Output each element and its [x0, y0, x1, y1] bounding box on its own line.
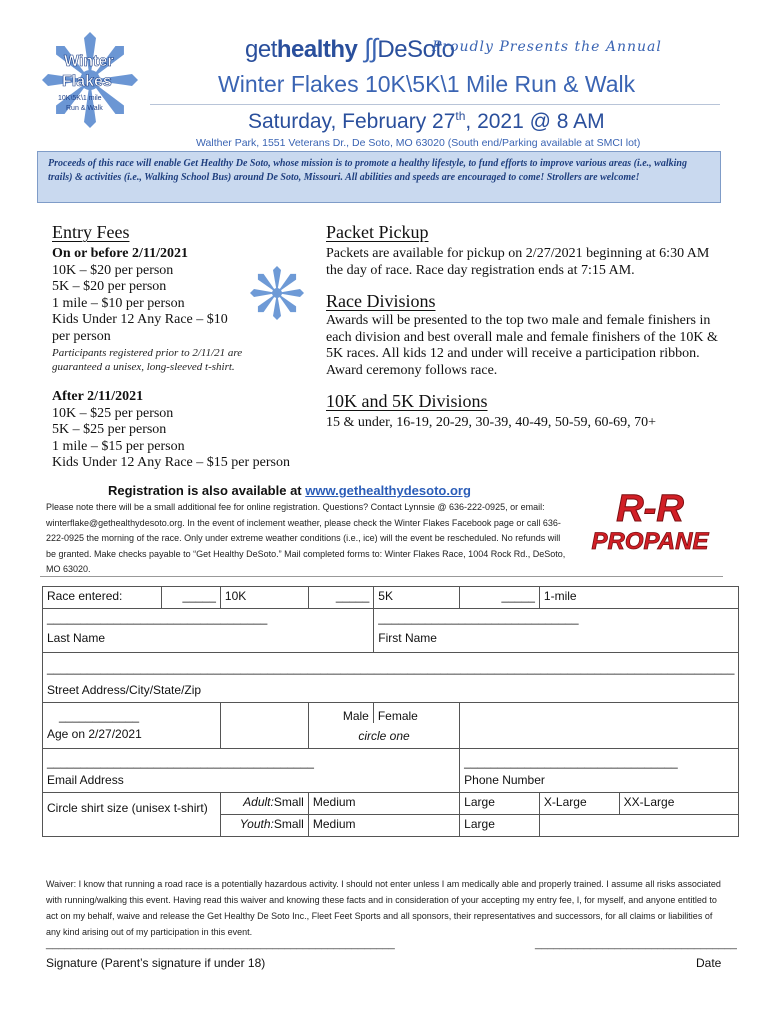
event-title: Winter Flakes 10K\5K\1 Mile Run & Walk: [218, 71, 636, 97]
logo-word-2: Flakes: [62, 73, 112, 90]
shirt-note-2: guaranteed a unisex, long-sleeved t-shirt.: [52, 361, 235, 373]
sponsor-propane: PROPANE: [591, 528, 709, 555]
registration-form: [42, 586, 739, 837]
age-field[interactable]: [43, 703, 221, 749]
race-1mile-blank[interactable]: _____: [460, 587, 540, 609]
before-fee-5: per person: [52, 328, 111, 344]
last-name-line: _________________________________: [47, 611, 268, 625]
after-fee-4: Kids Under 12 Any Race – $15 per person: [52, 455, 290, 470]
email-field[interactable]: [43, 749, 460, 793]
after-deadline-section: [52, 389, 322, 472]
registration-heading: Registration is also available at www.gethealthydesoto.org: [108, 483, 471, 498]
email-line: ________________________________________: [47, 755, 314, 769]
mission-statement: Proceeds of this race will enable Get Healthy De Soto, whose mission is to promote a healthy lifestyle, to fund efforts to improve various areas (i.e., walking trails) & activities (i.e., Walking School Bus) around De Soto, Missouri. All abilities and speeds are encouraged to come! Strollers are welcome!: [37, 151, 721, 203]
date-label: Date: [696, 956, 722, 970]
race-divisions-section: [326, 291, 726, 379]
adult-label: Adult:: [243, 795, 274, 809]
packet-pickup-text: Packets are available for pickup on 2/27/2021 beginning at 6:30 AM the day of race. Race day registration ends at 7:15 AM.: [326, 246, 710, 278]
after-fee-2: 5K – $25 per person: [52, 422, 167, 437]
adult-large[interactable]: Large: [460, 793, 540, 815]
logo-word-1: Winter: [64, 53, 114, 70]
snowflake-icon: [250, 266, 304, 320]
before-deadline-label: On or before 2/11/2021: [52, 246, 188, 261]
age-divisions-text: 15 & under, 16-19, 20-29, 30-39, 40-49, 50-59, 60-69, 70+: [326, 415, 657, 430]
adult-xlarge[interactable]: X-Large: [539, 793, 619, 815]
shirt-note-1: Participants registered prior to 2/11/21 are: [52, 347, 243, 359]
race-entered-label: Race entered:: [43, 587, 162, 609]
entry-fees-heading: Entry Fees: [52, 222, 130, 242]
youth-blank: [539, 815, 738, 837]
packet-pickup-heading: Packet Pickup: [326, 222, 429, 242]
sponsor-rr: R-R: [616, 488, 684, 530]
divider: [150, 104, 720, 105]
youth-small[interactable]: Small: [273, 817, 304, 831]
registration-link[interactable]: www.gethealthydesoto.org: [305, 483, 471, 498]
blank-cell-right: [460, 703, 739, 749]
last-name-field[interactable]: [43, 609, 374, 653]
age-divisions-section: [326, 391, 726, 432]
phone-line: ________________________________: [464, 755, 678, 769]
race-divisions-text: Awards will be presented to the top two male and female finishers in each division and best overall male and female finishers of the 10K & 5K races. All kids 12 and under will receive a participation ribbon. Award ceremony follows race.: [326, 313, 718, 378]
before-fee-3: 1 mile – $10 per person: [52, 295, 185, 311]
age-divisions-heading: 10K and 5K Divisions: [326, 391, 488, 411]
after-fee-3: 1 mile – $15 per person: [52, 438, 185, 454]
street-address-line: _______________________________________________________________________________________________________: [47, 661, 735, 675]
youth-medium[interactable]: Medium: [308, 815, 459, 837]
shirt-size-label: Circle shirt size (unisex t-shirt): [43, 793, 221, 837]
race-10k-label: 10K: [220, 587, 308, 609]
adult-size-row: [220, 793, 308, 815]
race-10k-blank[interactable]: _____: [161, 587, 220, 609]
registration-details: Please note there will be a small additional fee for online registration. Questions? Contact Lynnsie @ 636-222-0925, or email: winterflake@gethealthydesoto.org. In the event of inclement weather, please check the Winter Flakes Facebook page or call 636-222-0925 the morning of the race. Only under extreme weather conditions (i.e., ice) will the event be rescheduled. No refunds will be granted. Make checks payable to “Get Healthy DeSoto.” Mail completed forms to: Winter Flakes Race, 1004 Rock Rd., DeSoto, MO 63020.: [46, 502, 566, 574]
after-deadline-label: After 2/11/2021: [52, 389, 144, 404]
youth-label: Youth:: [239, 817, 274, 831]
gender-field[interactable]: [308, 703, 459, 749]
first-name-field[interactable]: [374, 609, 739, 653]
circle-one-hint: circle one: [358, 729, 410, 743]
street-address-label: Street Address/City/State/Zip: [47, 683, 202, 697]
street-address-field[interactable]: [43, 653, 739, 703]
first-name-line: ______________________________: [378, 611, 579, 625]
signature-line[interactable]: _________________________________________________________: [46, 938, 395, 950]
rr-propane-logo: [575, 487, 725, 555]
logo-subtitle-1: 10K\5K\1 mile: [58, 95, 102, 102]
tagline: Proudly Presents the Annual: [432, 39, 662, 55]
blank-cell: [220, 703, 308, 749]
after-fee-1: 10K – $25 per person: [52, 405, 174, 421]
before-fee-4: Kids Under 12 Any Race – $10: [52, 312, 228, 327]
adult-medium[interactable]: Medium: [308, 793, 459, 815]
waiver-text: Waiver: I know that running a road race is a potentially hazardous activity. I should not enter unless I am medically able and properly trained. I assume all risks associated with running/walking this event. Having read this waiver and knowing these facts and in consideration of your accepting my entry fee, I, for myself, and anyone entitled to act on my behalf, waive and release the Get Healthy De Soto Inc., Fleet Feet Sports and all sponsors, their representatives and successors, for all claims or liabilities of any kind arising out of my participation in this event.: [46, 879, 721, 937]
youth-size-row: [220, 815, 308, 837]
first-name-label: First Name: [378, 631, 437, 645]
phone-field[interactable]: [460, 749, 739, 793]
race-5k-blank[interactable]: _____: [308, 587, 373, 609]
race-5k-label: 5K: [374, 587, 460, 609]
winter-flakes-logo: [40, 30, 140, 130]
email-label: Email Address: [47, 773, 124, 787]
age-line: ____________: [59, 709, 140, 723]
gender-female[interactable]: Female: [373, 703, 422, 723]
form-divider: [40, 576, 723, 577]
race-1mile-label: 1-mile: [539, 587, 738, 609]
adult-small[interactable]: Small: [273, 795, 304, 809]
logo-subtitle-2: Run & Walk: [66, 105, 103, 112]
race-divisions-heading: Race Divisions: [326, 291, 436, 311]
date-line[interactable]: _________________________________: [535, 938, 737, 950]
event-venue: Walther Park, 1551 Veterans Dr., De Soto, MO 63020 (South end/Parking available at SMCI lot): [196, 137, 641, 149]
phone-label: Phone Number: [464, 773, 545, 787]
before-fee-2: 5K – $20 per person: [52, 279, 167, 294]
gethealthy-desoto-brand: gethealthy ∫∫DeSoto: [245, 33, 455, 63]
packet-pickup-section: [326, 222, 726, 279]
last-name-label: Last Name: [47, 631, 106, 645]
before-fee-1: 10K – $20 per person: [52, 262, 174, 278]
signature-label: Signature (Parent’s signature if under 18): [46, 956, 266, 970]
adult-xxlarge[interactable]: XX-Large: [619, 793, 739, 815]
age-label: Age on 2/27/2021: [47, 727, 142, 741]
youth-large[interactable]: Large: [460, 815, 540, 837]
gender-male[interactable]: Male: [342, 709, 369, 723]
event-date: Saturday, February 27th, 2021 @ 8 AM: [248, 109, 605, 133]
